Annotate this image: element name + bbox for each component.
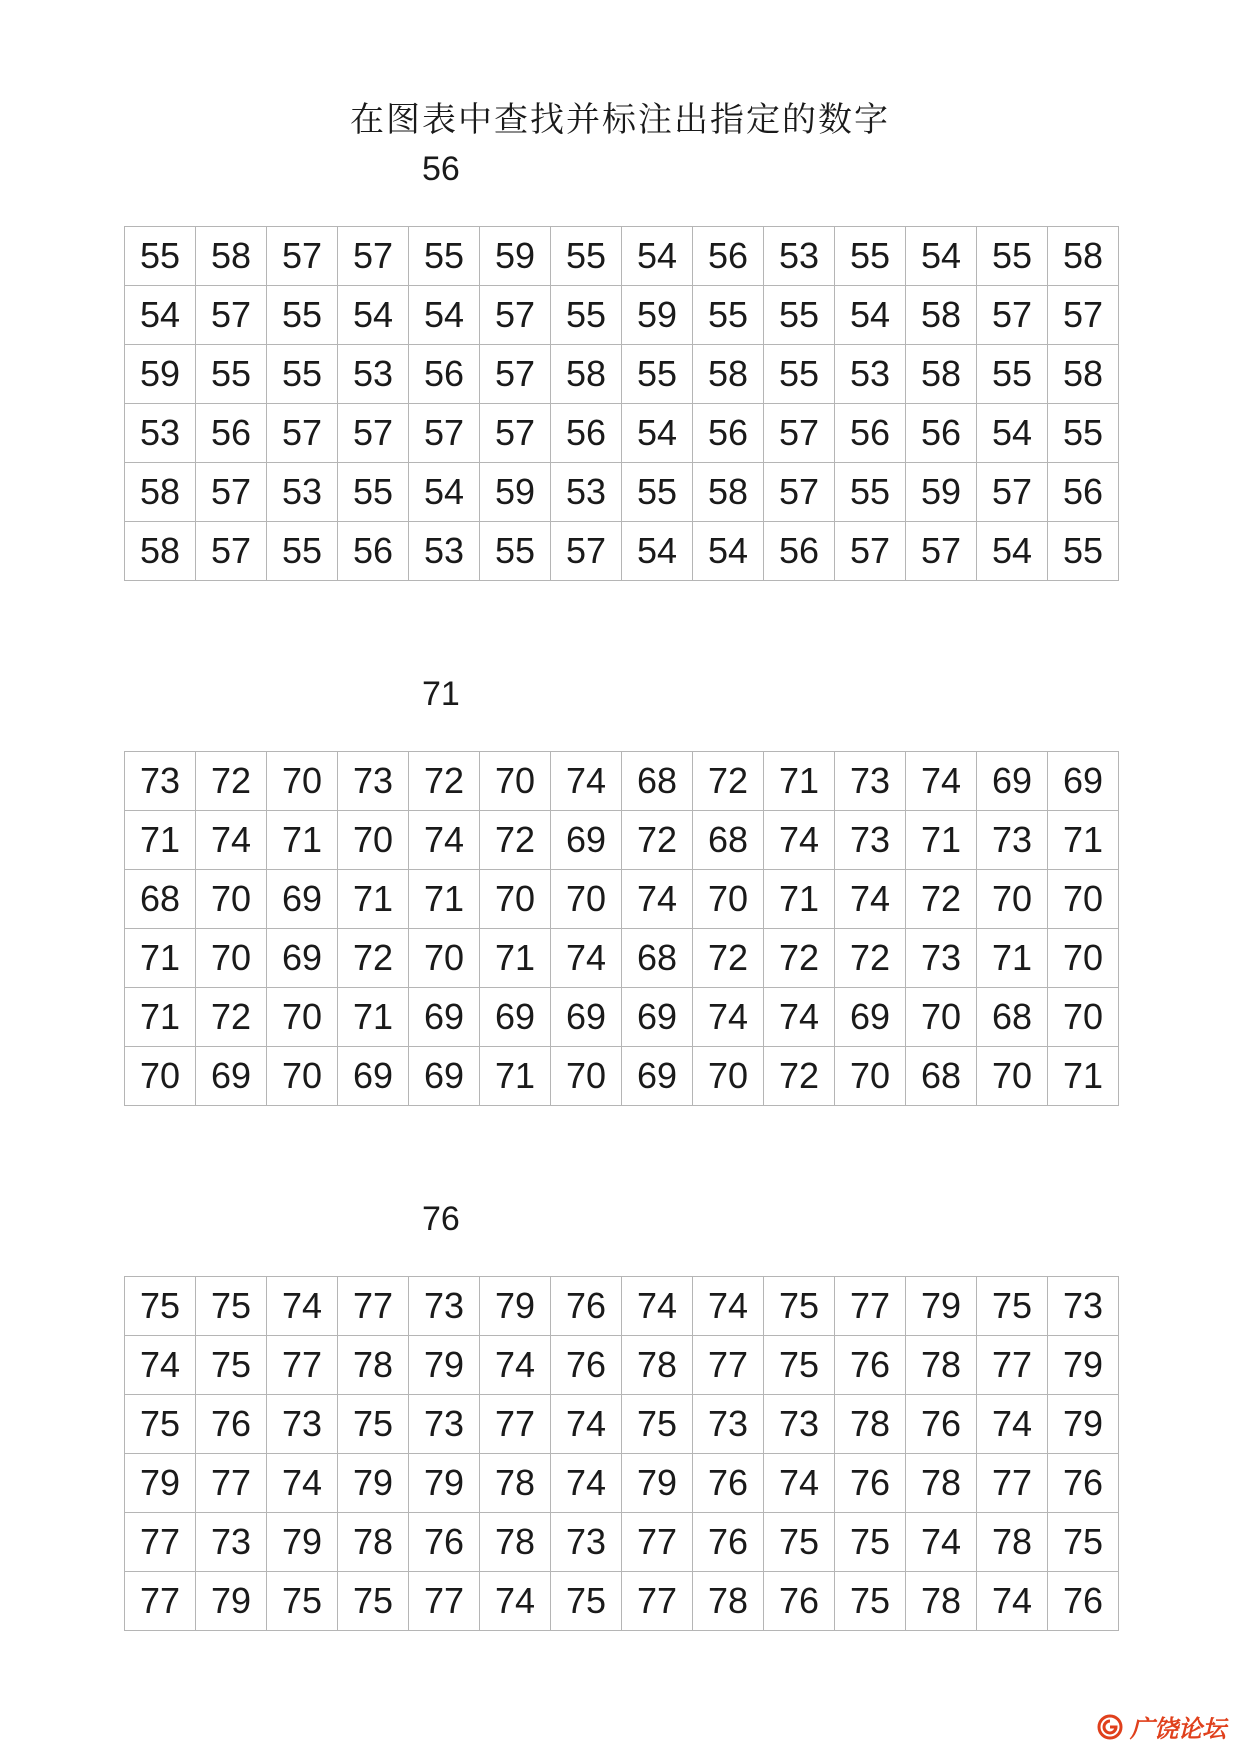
grid-cell[interactable]: 72 xyxy=(693,752,764,811)
grid-cell[interactable]: 70 xyxy=(409,929,480,988)
grid-cell[interactable]: 55 xyxy=(480,522,551,581)
grid-cell[interactable]: 55 xyxy=(764,286,835,345)
grid-cell[interactable]: 54 xyxy=(125,286,196,345)
grid-cell[interactable]: 55 xyxy=(977,345,1048,404)
grid-cell[interactable]: 57 xyxy=(977,286,1048,345)
grid-cell[interactable]: 56 xyxy=(693,404,764,463)
grid-cell[interactable]: 73 xyxy=(196,1513,267,1572)
grid-row xyxy=(125,988,1119,1047)
grid-cell[interactable]: 79 xyxy=(906,1277,977,1336)
grid-cell[interactable]: 57 xyxy=(906,522,977,581)
grid-cell[interactable]: 55 xyxy=(267,522,338,581)
grid-cell[interactable]: 74 xyxy=(764,988,835,1047)
grid-cell[interactable]: 75 xyxy=(338,1395,409,1454)
grid-cell[interactable]: 74 xyxy=(835,870,906,929)
grid-row xyxy=(125,522,1119,581)
grid-cell[interactable]: 58 xyxy=(906,286,977,345)
grid-cell[interactable]: 75 xyxy=(764,1513,835,1572)
grid-cell[interactable]: 69 xyxy=(977,752,1048,811)
grid-cell[interactable]: 68 xyxy=(125,870,196,929)
grid-cell[interactable]: 77 xyxy=(622,1572,693,1631)
grid-row xyxy=(125,227,1119,286)
grid-cell[interactable]: 56 xyxy=(764,522,835,581)
grid-cell[interactable]: 71 xyxy=(764,870,835,929)
grid-cell[interactable]: 70 xyxy=(480,752,551,811)
grid-cell[interactable]: 74 xyxy=(977,1572,1048,1631)
grid-cell[interactable]: 57 xyxy=(196,522,267,581)
grid-cell[interactable]: 75 xyxy=(196,1336,267,1395)
grid-row xyxy=(125,1513,1119,1572)
grid-cell[interactable]: 71 xyxy=(1048,811,1119,870)
grid-cell[interactable]: 73 xyxy=(977,811,1048,870)
grid-cell[interactable]: 79 xyxy=(338,1454,409,1513)
grid-row xyxy=(125,870,1119,929)
grid-cell[interactable]: 71 xyxy=(125,929,196,988)
grid-cell[interactable]: 74 xyxy=(125,1336,196,1395)
grid-cell[interactable]: 58 xyxy=(693,345,764,404)
grid-cell[interactable]: 69 xyxy=(1048,752,1119,811)
grid-cell[interactable]: 55 xyxy=(267,286,338,345)
grid-row xyxy=(125,286,1119,345)
grid-cell[interactable]: 69 xyxy=(551,811,622,870)
grid-cell[interactable]: 78 xyxy=(835,1395,906,1454)
grid-row xyxy=(125,1454,1119,1513)
grid-cell[interactable]: 70 xyxy=(267,752,338,811)
grid-cell[interactable]: 72 xyxy=(338,929,409,988)
grid-cell[interactable]: 76 xyxy=(551,1277,622,1336)
grid-cell[interactable]: 54 xyxy=(693,522,764,581)
grid-cell[interactable]: 78 xyxy=(906,1572,977,1631)
grid-cell[interactable]: 76 xyxy=(693,1513,764,1572)
grid-cell[interactable]: 53 xyxy=(125,404,196,463)
grid-cell[interactable]: 74 xyxy=(267,1277,338,1336)
grid-cell[interactable]: 78 xyxy=(480,1513,551,1572)
grid-cell[interactable]: 57 xyxy=(196,463,267,522)
grid-cell[interactable]: 70 xyxy=(977,870,1048,929)
grid-cell[interactable]: 70 xyxy=(480,870,551,929)
grid-cell[interactable]: 71 xyxy=(338,988,409,1047)
grid-cell[interactable]: 69 xyxy=(409,1047,480,1106)
grid-cell[interactable]: 74 xyxy=(551,1395,622,1454)
grid-cell[interactable]: 74 xyxy=(622,1277,693,1336)
grid-cell[interactable]: 54 xyxy=(622,227,693,286)
grid-cell[interactable]: 70 xyxy=(977,1047,1048,1106)
grid-cell[interactable]: 68 xyxy=(977,988,1048,1047)
grid-cell[interactable]: 73 xyxy=(693,1395,764,1454)
grid-cell[interactable]: 73 xyxy=(409,1395,480,1454)
grid-cell[interactable]: 73 xyxy=(267,1395,338,1454)
grid-cell[interactable]: 73 xyxy=(835,752,906,811)
grid-cell[interactable]: 77 xyxy=(125,1513,196,1572)
grid-cell[interactable]: 54 xyxy=(835,286,906,345)
grid-cell[interactable]: 53 xyxy=(338,345,409,404)
grid-cell[interactable]: 75 xyxy=(196,1277,267,1336)
grid-cell[interactable]: 58 xyxy=(1048,345,1119,404)
grid-cell[interactable]: 79 xyxy=(409,1454,480,1513)
grid-cell[interactable]: 73 xyxy=(835,811,906,870)
grid-cell[interactable]: 57 xyxy=(551,522,622,581)
grid-cell[interactable]: 57 xyxy=(267,227,338,286)
grid-cell[interactable]: 72 xyxy=(764,929,835,988)
grid-cell[interactable]: 56 xyxy=(693,227,764,286)
grid-cell[interactable]: 77 xyxy=(693,1336,764,1395)
target-number: 76 xyxy=(422,1200,460,1238)
grid-row xyxy=(125,404,1119,463)
grid-cell[interactable]: 70 xyxy=(693,1047,764,1106)
grid-cell[interactable]: 79 xyxy=(622,1454,693,1513)
grid-cell[interactable]: 79 xyxy=(409,1336,480,1395)
grid-cell[interactable]: 74 xyxy=(764,1454,835,1513)
grid-cell[interactable]: 57 xyxy=(196,286,267,345)
grid-cell[interactable]: 78 xyxy=(906,1454,977,1513)
grid-cell[interactable]: 57 xyxy=(764,404,835,463)
grid-cell[interactable]: 70 xyxy=(693,870,764,929)
grid-cell[interactable]: 58 xyxy=(196,227,267,286)
grid-row xyxy=(125,752,1119,811)
grid-cell[interactable]: 75 xyxy=(835,1572,906,1631)
grid-cell[interactable]: 77 xyxy=(196,1454,267,1513)
grid-cell[interactable]: 72 xyxy=(906,870,977,929)
grid-cell[interactable]: 74 xyxy=(977,1395,1048,1454)
grid-cell[interactable]: 75 xyxy=(267,1572,338,1631)
grid-cell[interactable]: 71 xyxy=(764,752,835,811)
grid-cell[interactable]: 55 xyxy=(338,463,409,522)
grid-cell[interactable]: 70 xyxy=(338,811,409,870)
grid-cell[interactable]: 72 xyxy=(196,752,267,811)
grid-cell[interactable]: 74 xyxy=(267,1454,338,1513)
grid-cell[interactable]: 70 xyxy=(1048,988,1119,1047)
grid-cell[interactable]: 59 xyxy=(125,345,196,404)
grid-cell[interactable]: 77 xyxy=(267,1336,338,1395)
grid-cell[interactable]: 69 xyxy=(551,988,622,1047)
grid-cell[interactable]: 74 xyxy=(622,870,693,929)
grid-cell[interactable]: 78 xyxy=(338,1336,409,1395)
grid-cell[interactable]: 68 xyxy=(693,811,764,870)
grid-row xyxy=(125,929,1119,988)
grid-cell[interactable]: 75 xyxy=(764,1277,835,1336)
grid-cell[interactable]: 53 xyxy=(551,463,622,522)
grid-cell[interactable]: 71 xyxy=(125,988,196,1047)
grid-cell[interactable]: 72 xyxy=(622,811,693,870)
grid-cell[interactable]: 78 xyxy=(622,1336,693,1395)
grid-cell[interactable]: 74 xyxy=(196,811,267,870)
grid-cell[interactable]: 73 xyxy=(764,1395,835,1454)
grid-cell[interactable]: 55 xyxy=(764,345,835,404)
grid-cell[interactable]: 55 xyxy=(622,345,693,404)
grid-cell[interactable]: 72 xyxy=(196,988,267,1047)
grid-cell[interactable]: 74 xyxy=(480,1336,551,1395)
grid-cell[interactable]: 78 xyxy=(906,1336,977,1395)
grid-cell[interactable]: 72 xyxy=(409,752,480,811)
grid-cell[interactable]: 75 xyxy=(977,1277,1048,1336)
grid-cell[interactable]: 78 xyxy=(693,1572,764,1631)
grid-cell[interactable]: 79 xyxy=(267,1513,338,1572)
grid-cell[interactable]: 74 xyxy=(480,1572,551,1631)
grid-row xyxy=(125,1336,1119,1395)
grid-cell[interactable]: 73 xyxy=(551,1513,622,1572)
grid-cell[interactable]: 55 xyxy=(551,286,622,345)
grid-cell[interactable]: 56 xyxy=(906,404,977,463)
target-number: 56 xyxy=(422,150,460,188)
grid-cell[interactable]: 70 xyxy=(1048,870,1119,929)
grid-cell[interactable]: 77 xyxy=(480,1395,551,1454)
grid-cell[interactable]: 56 xyxy=(1048,463,1119,522)
grid-cell[interactable]: 74 xyxy=(551,752,622,811)
grid-cell[interactable]: 74 xyxy=(551,929,622,988)
watermark xyxy=(1096,1709,1226,1744)
grid-cell[interactable]: 57 xyxy=(267,404,338,463)
page-title: 在图表中查找并标注出指定的数字 xyxy=(350,100,890,140)
grid-cell[interactable]: 75 xyxy=(125,1395,196,1454)
grid-cell[interactable]: 71 xyxy=(480,1047,551,1106)
grid-cell[interactable]: 72 xyxy=(764,1047,835,1106)
grid-cell[interactable]: 76 xyxy=(196,1395,267,1454)
grid-cell[interactable]: 79 xyxy=(1048,1395,1119,1454)
grid-cell[interactable]: 74 xyxy=(764,811,835,870)
grid-cell[interactable]: 76 xyxy=(409,1513,480,1572)
grid-cell[interactable]: 75 xyxy=(125,1277,196,1336)
grid-cell[interactable]: 54 xyxy=(622,404,693,463)
grid-cell[interactable]: 55 xyxy=(1048,522,1119,581)
grid-cell[interactable]: 73 xyxy=(1048,1277,1119,1336)
grid-cell[interactable]: 73 xyxy=(125,752,196,811)
grid-cell[interactable]: 70 xyxy=(196,929,267,988)
grid-cell[interactable]: 57 xyxy=(338,227,409,286)
grid-cell[interactable]: 73 xyxy=(906,929,977,988)
grid-cell[interactable]: 71 xyxy=(338,870,409,929)
grid-cell[interactable]: 70 xyxy=(196,870,267,929)
grid-cell[interactable]: 75 xyxy=(622,1395,693,1454)
grid-cell[interactable]: 69 xyxy=(409,988,480,1047)
grid-cell[interactable]: 71 xyxy=(977,929,1048,988)
grid-cell[interactable]: 71 xyxy=(267,811,338,870)
grid-cell[interactable]: 58 xyxy=(125,522,196,581)
grid-cell[interactable]: 55 xyxy=(196,345,267,404)
grid-cell[interactable]: 55 xyxy=(1048,404,1119,463)
grid-cell[interactable]: 76 xyxy=(1048,1454,1119,1513)
grid-cell[interactable]: 55 xyxy=(977,227,1048,286)
grid-cell[interactable]: 55 xyxy=(835,227,906,286)
grid-row xyxy=(125,1572,1119,1631)
grid-cell[interactable]: 68 xyxy=(622,752,693,811)
grid-cell[interactable]: 77 xyxy=(977,1336,1048,1395)
grid-cell[interactable]: 70 xyxy=(551,870,622,929)
grid-cell[interactable]: 58 xyxy=(906,345,977,404)
grid-cell[interactable]: 75 xyxy=(338,1572,409,1631)
grid-cell[interactable]: 58 xyxy=(693,463,764,522)
grid-cell[interactable]: 69 xyxy=(480,988,551,1047)
grid-cell[interactable]: 59 xyxy=(480,227,551,286)
grid-cell[interactable]: 70 xyxy=(906,988,977,1047)
grid-cell[interactable]: 71 xyxy=(480,929,551,988)
grid-cell[interactable]: 55 xyxy=(693,286,764,345)
grid-cell[interactable]: 59 xyxy=(480,463,551,522)
number-grid xyxy=(124,226,1119,581)
grid-cell[interactable]: 70 xyxy=(835,1047,906,1106)
grid-cell[interactable]: 69 xyxy=(196,1047,267,1106)
watermark-text: 广饶论坛 xyxy=(1130,1715,1226,1743)
grid-cell[interactable]: 69 xyxy=(267,929,338,988)
grid-cell[interactable]: 75 xyxy=(1048,1513,1119,1572)
grid-row xyxy=(125,811,1119,870)
grid-cell[interactable]: 70 xyxy=(267,988,338,1047)
number-grid xyxy=(124,751,1119,1106)
grid-row xyxy=(125,1277,1119,1336)
grid-cell[interactable]: 69 xyxy=(835,988,906,1047)
grid-cell[interactable]: 79 xyxy=(196,1572,267,1631)
grid-cell[interactable]: 76 xyxy=(693,1454,764,1513)
logo-icon xyxy=(1096,1713,1124,1741)
grid-cell[interactable]: 69 xyxy=(267,870,338,929)
grid-cell[interactable]: 76 xyxy=(1048,1572,1119,1631)
grid-cell[interactable]: 71 xyxy=(1048,1047,1119,1106)
grid-cell[interactable]: 77 xyxy=(409,1572,480,1631)
grid-cell[interactable]: 71 xyxy=(125,811,196,870)
grid-cell[interactable]: 55 xyxy=(835,463,906,522)
grid-cell[interactable]: 73 xyxy=(338,752,409,811)
grid-cell[interactable]: 59 xyxy=(906,463,977,522)
grid-cell[interactable]: 78 xyxy=(480,1454,551,1513)
grid-cell[interactable]: 54 xyxy=(338,286,409,345)
grid-cell[interactable]: 70 xyxy=(1048,929,1119,988)
grid-cell[interactable]: 77 xyxy=(977,1454,1048,1513)
grid-cell[interactable]: 53 xyxy=(764,227,835,286)
grid-cell[interactable]: 54 xyxy=(977,522,1048,581)
grid-cell[interactable]: 57 xyxy=(977,463,1048,522)
grid-cell[interactable]: 72 xyxy=(693,929,764,988)
grid-cell[interactable]: 77 xyxy=(622,1513,693,1572)
grid-cell[interactable]: 68 xyxy=(906,1047,977,1106)
grid-cell[interactable]: 54 xyxy=(906,227,977,286)
grid-cell[interactable]: 73 xyxy=(409,1277,480,1336)
grid-cell[interactable]: 53 xyxy=(835,345,906,404)
grid-cell[interactable]: 53 xyxy=(409,522,480,581)
grid-cell[interactable]: 54 xyxy=(409,463,480,522)
grid-cell[interactable]: 55 xyxy=(622,463,693,522)
grid-cell[interactable]: 57 xyxy=(480,404,551,463)
grid-cell[interactable]: 69 xyxy=(622,1047,693,1106)
grid-cell[interactable]: 79 xyxy=(1048,1336,1119,1395)
grid-cell[interactable]: 77 xyxy=(125,1572,196,1631)
grid-cell[interactable]: 76 xyxy=(551,1336,622,1395)
grid-cell[interactable]: 77 xyxy=(338,1277,409,1336)
grid-cell[interactable]: 72 xyxy=(835,929,906,988)
grid-cell[interactable]: 55 xyxy=(551,227,622,286)
grid-cell[interactable]: 76 xyxy=(764,1572,835,1631)
number-grid xyxy=(124,1276,1119,1631)
grid-cell[interactable]: 75 xyxy=(764,1336,835,1395)
grid-cell[interactable]: 57 xyxy=(480,286,551,345)
grid-cell[interactable]: 75 xyxy=(551,1572,622,1631)
grid-cell[interactable]: 57 xyxy=(338,404,409,463)
grid-cell[interactable]: 78 xyxy=(977,1513,1048,1572)
grid-cell[interactable]: 76 xyxy=(835,1336,906,1395)
grid-row xyxy=(125,1047,1119,1106)
grid-cell[interactable]: 68 xyxy=(622,929,693,988)
grid-cell[interactable]: 55 xyxy=(125,227,196,286)
grid-cell[interactable]: 71 xyxy=(906,811,977,870)
grid-row xyxy=(125,463,1119,522)
grid-cell[interactable]: 76 xyxy=(835,1454,906,1513)
grid-cell[interactable]: 54 xyxy=(622,522,693,581)
grid-cell[interactable]: 72 xyxy=(480,811,551,870)
grid-cell[interactable]: 56 xyxy=(551,404,622,463)
grid-cell[interactable]: 56 xyxy=(409,345,480,404)
grid-cell[interactable]: 75 xyxy=(835,1513,906,1572)
grid-cell[interactable]: 57 xyxy=(764,463,835,522)
grid-cell[interactable]: 57 xyxy=(409,404,480,463)
grid-cell[interactable]: 76 xyxy=(906,1395,977,1454)
grid-cell[interactable]: 74 xyxy=(551,1454,622,1513)
grid-cell[interactable]: 55 xyxy=(409,227,480,286)
grid-cell[interactable]: 54 xyxy=(977,404,1048,463)
grid-cell[interactable]: 58 xyxy=(551,345,622,404)
grid-cell[interactable]: 53 xyxy=(267,463,338,522)
grid-cell[interactable]: 74 xyxy=(693,988,764,1047)
grid-cell[interactable]: 57 xyxy=(1048,286,1119,345)
grid-cell[interactable]: 55 xyxy=(267,345,338,404)
grid-cell[interactable]: 79 xyxy=(125,1454,196,1513)
grid-cell[interactable]: 69 xyxy=(622,988,693,1047)
grid-cell[interactable]: 70 xyxy=(267,1047,338,1106)
grid-row xyxy=(125,345,1119,404)
grid-cell[interactable]: 69 xyxy=(338,1047,409,1106)
grid-cell[interactable]: 56 xyxy=(338,522,409,581)
grid-cell[interactable]: 57 xyxy=(835,522,906,581)
grid-cell[interactable]: 56 xyxy=(835,404,906,463)
grid-cell[interactable]: 74 xyxy=(906,752,977,811)
grid-cell[interactable]: 78 xyxy=(338,1513,409,1572)
grid-cell[interactable]: 57 xyxy=(480,345,551,404)
grid-cell[interactable]: 58 xyxy=(1048,227,1119,286)
grid-cell[interactable]: 77 xyxy=(835,1277,906,1336)
target-number: 71 xyxy=(422,675,460,713)
grid-cell[interactable]: 74 xyxy=(409,811,480,870)
grid-cell[interactable]: 71 xyxy=(409,870,480,929)
grid-cell[interactable]: 58 xyxy=(125,463,196,522)
grid-row xyxy=(125,1395,1119,1454)
grid-cell[interactable]: 59 xyxy=(622,286,693,345)
grid-cell[interactable]: 54 xyxy=(409,286,480,345)
grid-cell[interactable]: 79 xyxy=(480,1277,551,1336)
grid-cell[interactable]: 70 xyxy=(551,1047,622,1106)
grid-cell[interactable]: 74 xyxy=(906,1513,977,1572)
grid-cell[interactable]: 74 xyxy=(693,1277,764,1336)
grid-cell[interactable]: 70 xyxy=(125,1047,196,1106)
grid-cell[interactable]: 56 xyxy=(196,404,267,463)
